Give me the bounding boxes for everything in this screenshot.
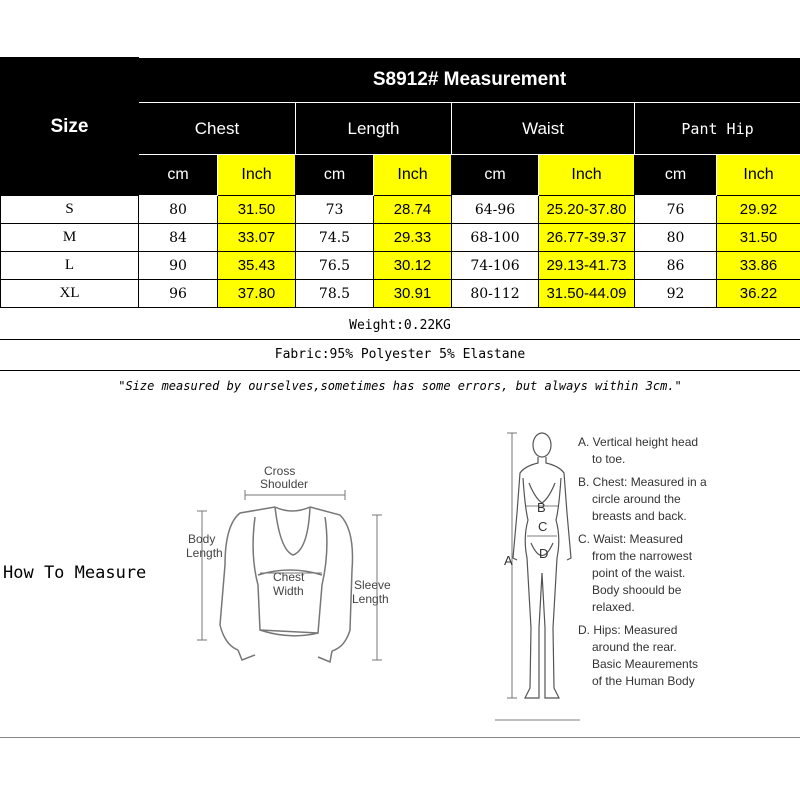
waist-inch: 26.77-39.37 bbox=[539, 224, 635, 252]
chest-cm: 80 bbox=[139, 196, 218, 224]
garment-diagram bbox=[180, 455, 400, 680]
waist-inch: 25.20-37.80 bbox=[539, 196, 635, 224]
unit-inch: Inch bbox=[218, 155, 296, 196]
unit-cm: cm bbox=[452, 155, 539, 196]
note-b: B. Chest: Measured in a circle around the breasts and back. bbox=[578, 475, 707, 523]
waist-cm: 74-106 bbox=[452, 252, 539, 280]
hip-cm: 76 bbox=[635, 196, 717, 224]
divider bbox=[0, 370, 800, 371]
table-row bbox=[1, 196, 800, 224]
note-c: C. Waist: Measured from the narrowest point of the waist. Body shoould be relaxed. bbox=[578, 532, 693, 614]
fabric-text: Fabric:95% Polyester 5% Elastane bbox=[274, 347, 526, 362]
body-length-label: Length bbox=[186, 546, 223, 560]
measure-lines bbox=[495, 433, 580, 720]
cross-shoulder-label: Cross bbox=[264, 464, 296, 478]
unit-cm: cm bbox=[296, 155, 374, 196]
hip-inch: 29.92 bbox=[717, 196, 800, 224]
size-label: M bbox=[1, 224, 139, 252]
waist-cm: 68-100 bbox=[452, 224, 539, 252]
unit-inch: Inch bbox=[717, 155, 800, 196]
point-a-label: A bbox=[504, 553, 513, 568]
waist-inch: 31.50-44.09 bbox=[539, 280, 635, 308]
measurement-notes bbox=[578, 434, 718, 696]
length-inch: 30.91 bbox=[374, 280, 452, 308]
chest-inch: 35.43 bbox=[218, 252, 296, 280]
point-d-label: D bbox=[539, 546, 549, 561]
waist-cm: 64-96 bbox=[452, 196, 539, 224]
waist-header: Waist bbox=[452, 103, 635, 155]
length-cm: 76.5 bbox=[296, 252, 374, 280]
note-a: A. Vertical height head to toe. bbox=[578, 435, 699, 466]
chest-width-label: Chest bbox=[273, 570, 305, 584]
divider bbox=[0, 737, 800, 738]
size-label: XL bbox=[1, 280, 139, 308]
unit-inch: Inch bbox=[374, 155, 452, 196]
size-label: S bbox=[1, 196, 139, 224]
sleeve-length-label: Length bbox=[352, 592, 389, 606]
body-length-label: Body bbox=[188, 532, 216, 546]
chest-inch: 33.07 bbox=[218, 224, 296, 252]
unit-inch: Inch bbox=[539, 155, 635, 196]
length-cm: 78.5 bbox=[296, 280, 374, 308]
weight-text: Weight:0.22KG bbox=[349, 318, 451, 333]
chest-cm: 96 bbox=[139, 280, 218, 308]
table-row bbox=[1, 224, 800, 252]
size-header: Size bbox=[1, 58, 139, 196]
note-d: D. Hips: Measured around the rear. Basic Meaurements of the Human Body bbox=[578, 623, 699, 688]
how-to-measure-label: How To Measure bbox=[3, 563, 147, 583]
table-row bbox=[1, 280, 800, 308]
size-note: "Size measured by ourselves,sometimes has some errors, but always within 3cm." bbox=[118, 379, 682, 393]
point-c-label: C bbox=[538, 519, 548, 534]
length-inch: 28.74 bbox=[374, 196, 452, 224]
table-title: S8912# Measurement bbox=[139, 58, 800, 103]
chest-cm: 90 bbox=[139, 252, 218, 280]
chest-inch: 37.80 bbox=[218, 280, 296, 308]
human-figure bbox=[513, 433, 571, 698]
length-cm: 74.5 bbox=[296, 224, 374, 252]
chest-header: Chest bbox=[139, 103, 296, 155]
size-label: L bbox=[1, 252, 139, 280]
point-b-label: B bbox=[537, 500, 546, 515]
hip-cm: 92 bbox=[635, 280, 717, 308]
cross-shoulder-label: Shoulder bbox=[260, 477, 309, 491]
length-inch: 30.12 bbox=[374, 252, 452, 280]
hip-cm: 86 bbox=[635, 252, 717, 280]
body-diagram bbox=[495, 428, 580, 723]
waist-inch: 29.13-41.73 bbox=[539, 252, 635, 280]
unit-cm: cm bbox=[635, 155, 717, 196]
waist-cm: 80-112 bbox=[452, 280, 539, 308]
unit-cm: cm bbox=[139, 155, 218, 196]
length-inch: 29.33 bbox=[374, 224, 452, 252]
hip-cm: 80 bbox=[635, 224, 717, 252]
hip-inch: 36.22 bbox=[717, 280, 800, 308]
divider bbox=[0, 339, 800, 340]
table-row bbox=[1, 252, 800, 280]
chest-inch: 31.50 bbox=[218, 196, 296, 224]
pant-hip-header: Pant Hip bbox=[635, 103, 800, 155]
sleeve-length-label: Sleeve bbox=[354, 578, 391, 592]
chest-cm: 84 bbox=[139, 224, 218, 252]
hip-inch: 31.50 bbox=[717, 224, 800, 252]
length-header: Length bbox=[296, 103, 452, 155]
chest-width-label: Width bbox=[273, 584, 304, 598]
length-cm: 73 bbox=[296, 196, 374, 224]
hip-inch: 33.86 bbox=[717, 252, 800, 280]
measurement-table bbox=[0, 57, 800, 308]
